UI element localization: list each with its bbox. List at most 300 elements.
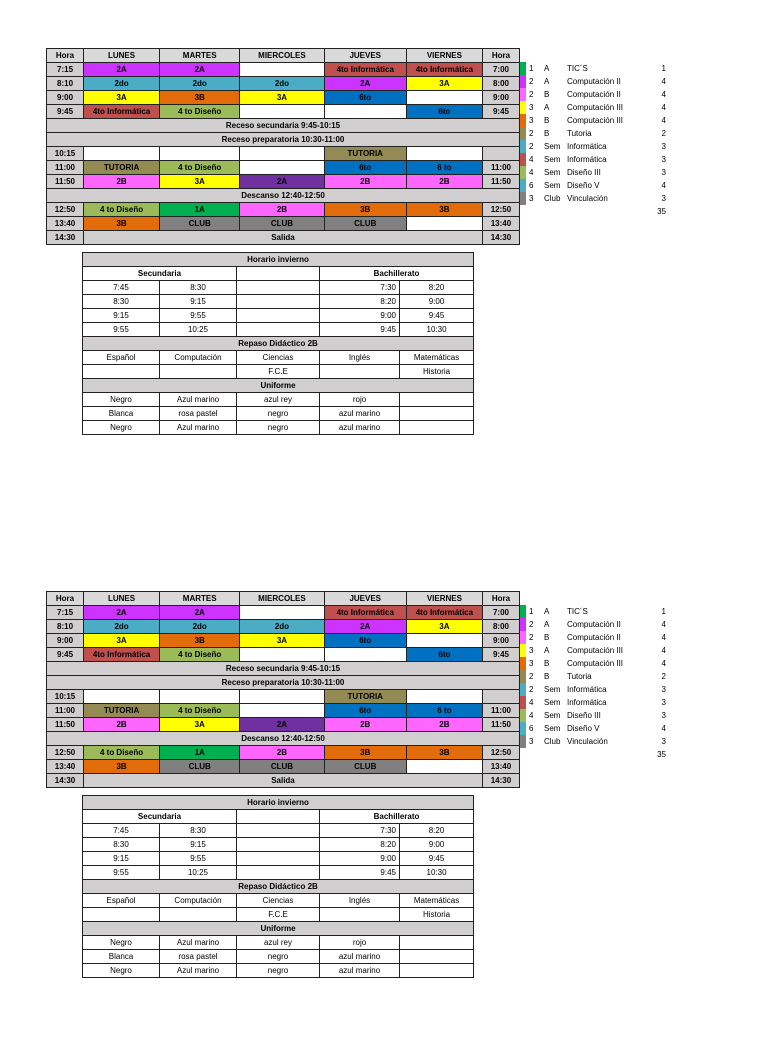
- uniforme-color-cell: Negro: [83, 936, 160, 950]
- repaso-subject-cell: [83, 908, 160, 922]
- winter-time-cell: 8:20: [400, 281, 474, 295]
- repaso-subject-cell: Matemáticas: [400, 894, 474, 908]
- subject-group: B: [544, 128, 550, 138]
- winter-time-cell: 9:55: [83, 866, 160, 880]
- time-cell: 13:40: [482, 760, 519, 774]
- class-cell: [84, 147, 160, 161]
- header-row: [47, 592, 520, 606]
- subject-name: Informática: [567, 154, 607, 164]
- time-cell: 11:00: [482, 161, 519, 175]
- subject-row: [520, 140, 668, 153]
- subject-row: [520, 670, 668, 683]
- subject-level: 4: [529, 167, 534, 177]
- break-banner: Descanso 12:40-12:50: [47, 732, 520, 746]
- time-cell: 9:00: [47, 91, 84, 105]
- spacer: [564, 748, 616, 761]
- subject-name: Computación II: [567, 76, 621, 86]
- subject-level: 4: [529, 710, 534, 720]
- total-row: [520, 748, 668, 761]
- winter-time-cell: 9:00: [400, 295, 474, 309]
- subject-hours: 3: [661, 167, 666, 177]
- schedule-row: [47, 620, 520, 634]
- subject-group: Club: [544, 193, 561, 203]
- winter-time-cell: [237, 852, 320, 866]
- subject-row: [520, 192, 668, 205]
- class-cell: 6to: [324, 91, 406, 105]
- column-header: VIERNES: [406, 49, 482, 63]
- subjects-legend: [520, 605, 668, 761]
- class-cell: [160, 147, 240, 161]
- class-cell: [406, 147, 482, 161]
- subject-level: 2: [529, 141, 534, 151]
- subject-group: A: [544, 606, 550, 616]
- winter-time-cell: [237, 838, 320, 852]
- subject-name: Tutoria: [567, 671, 592, 681]
- subject-level: 2: [529, 671, 534, 681]
- repaso-subject-cell: Español: [83, 894, 160, 908]
- class-cell: [240, 105, 324, 119]
- time-cell: 14:30: [482, 231, 519, 245]
- column-header: Hora: [482, 49, 519, 63]
- time-cell: 13:40: [47, 217, 84, 231]
- subject-hours: 4: [661, 658, 666, 668]
- class-cell: [240, 704, 324, 718]
- subject-level: 2: [529, 76, 534, 86]
- subject-name: Diseño III: [567, 167, 601, 177]
- class-cell: [240, 147, 324, 161]
- uniforme-color-cell: rojo: [320, 936, 400, 950]
- class-cell: [240, 690, 324, 704]
- subject-level: 2: [529, 619, 534, 629]
- subject-group: Sem: [544, 141, 561, 151]
- subject-row: [520, 722, 668, 735]
- subject-hours: 4: [661, 645, 666, 655]
- class-cell: 2A: [84, 606, 160, 620]
- schedule-row: [47, 77, 520, 91]
- time-cell: 11:00: [47, 704, 84, 718]
- subject-level: 3: [529, 736, 534, 746]
- time-cell: 8:10: [47, 620, 84, 634]
- break-banner: Descanso 12:40-12:50: [47, 189, 520, 203]
- winter-time-cell: 9:55: [160, 309, 237, 323]
- uniforme-color-cell: azul marino: [320, 964, 400, 978]
- class-cell: TUTORIA: [324, 147, 406, 161]
- uniforme-color-cell: [400, 407, 474, 421]
- subject-hours: 3: [661, 154, 666, 164]
- time-cell: [482, 147, 519, 161]
- class-cell: 4to Informática: [84, 105, 160, 119]
- subject-group: Club: [544, 736, 561, 746]
- class-cell: [240, 648, 324, 662]
- time-cell: 11:50: [482, 718, 519, 732]
- repaso-title-row: [83, 880, 474, 894]
- class-cell: 6to: [406, 105, 482, 119]
- secundaria-label: Secundaria: [83, 810, 237, 824]
- repaso-subject-cell: Inglés: [320, 894, 400, 908]
- class-cell: 4to Informática: [324, 63, 406, 77]
- time-cell: 12:50: [482, 203, 519, 217]
- subject-name: TIC´S: [567, 606, 588, 616]
- subject-row: [520, 166, 668, 179]
- subject-row: [520, 127, 668, 140]
- time-cell: 9:45: [47, 105, 84, 119]
- subject-name: Computación III: [567, 102, 624, 112]
- winter-time-row: [83, 866, 474, 880]
- winter-time-cell: 9:45: [400, 852, 474, 866]
- subject-row: [520, 101, 668, 114]
- repaso-title-row: [83, 337, 474, 351]
- uniforme-color-cell: azul marino: [320, 950, 400, 964]
- time-cell: 7:00: [482, 63, 519, 77]
- subject-hours: 1: [661, 63, 666, 73]
- uniforme-color-cell: azul marino: [320, 421, 400, 435]
- time-cell: 12:50: [47, 746, 84, 760]
- dismissal-row: [47, 231, 520, 245]
- winter-time-cell: 10:25: [160, 866, 237, 880]
- class-cell: 2A: [240, 175, 324, 189]
- schedule-row: [47, 203, 520, 217]
- class-cell: 3A: [406, 620, 482, 634]
- time-cell: 11:50: [482, 175, 519, 189]
- schedule-row: [47, 147, 520, 161]
- subject-group: Sem: [544, 167, 561, 177]
- class-cell: 2B: [84, 718, 160, 732]
- class-cell: 2B: [324, 175, 406, 189]
- subject-row: [520, 631, 668, 644]
- class-cell: CLUB: [240, 760, 324, 774]
- uniforme-color-cell: Azul marino: [160, 964, 237, 978]
- schedule-row: [47, 606, 520, 620]
- subject-name: Informática: [567, 697, 607, 707]
- repaso-subject-cell: [320, 908, 400, 922]
- class-cell: 3A: [160, 718, 240, 732]
- column-header: VIERNES: [406, 592, 482, 606]
- time-cell: 10:15: [47, 690, 84, 704]
- uniforme-color-cell: rojo: [320, 393, 400, 407]
- class-cell: CLUB: [160, 760, 240, 774]
- class-cell: 3A: [84, 634, 160, 648]
- subjects-legend: [520, 62, 668, 218]
- schedule-row: [47, 760, 520, 774]
- winter-time-cell: 9:55: [83, 323, 160, 337]
- class-cell: 2A: [240, 718, 324, 732]
- column-header: JUEVES: [324, 592, 406, 606]
- subject-level: 3: [529, 658, 534, 668]
- class-cell: 2do: [160, 77, 240, 91]
- time-cell: 8:00: [482, 77, 519, 91]
- class-cell: TUTORIA: [324, 690, 406, 704]
- subject-group: Sem: [544, 723, 561, 733]
- uniforme-title-row: [83, 379, 474, 393]
- subject-group: B: [544, 671, 550, 681]
- subject-group: Sem: [544, 154, 561, 164]
- repaso-subject-cell: [160, 365, 237, 379]
- subject-hours: 2: [661, 671, 666, 681]
- time-cell: [482, 690, 519, 704]
- winter-time-cell: 8:30: [83, 295, 160, 309]
- subject-level: 2: [529, 632, 534, 642]
- uniforme-color-cell: Negro: [83, 393, 160, 407]
- class-cell: 2A: [324, 77, 406, 91]
- uniforme-color-cell: Blanca: [83, 407, 160, 421]
- winter-time-cell: 9:15: [83, 309, 160, 323]
- class-cell: 2A: [84, 63, 160, 77]
- subject-level: 1: [529, 63, 534, 73]
- winter-time-cell: 8:20: [400, 824, 474, 838]
- class-cell: 4to Informática: [324, 606, 406, 620]
- secundaria-label: Secundaria: [83, 267, 237, 281]
- break-banner-row: [47, 676, 520, 690]
- winter-schedule-table: [82, 252, 474, 435]
- class-cell: 3A: [406, 77, 482, 91]
- time-cell: 9:00: [482, 91, 519, 105]
- class-cell: CLUB: [324, 760, 406, 774]
- winter-title: Horario invierno: [83, 796, 474, 810]
- spacer: [526, 205, 541, 218]
- class-cell: 4 to Diseño: [160, 161, 240, 175]
- subject-hours: 3: [661, 697, 666, 707]
- level-header-row: [83, 810, 474, 824]
- time-cell: 11:50: [47, 175, 84, 189]
- uniforme-color-cell: [400, 421, 474, 435]
- winter-time-cell: 9:15: [160, 838, 237, 852]
- dismissal-row: [47, 774, 520, 788]
- repaso-row: [83, 365, 474, 379]
- winter-time-cell: 7:30: [320, 281, 400, 295]
- spacer: [541, 748, 564, 761]
- subject-group: B: [544, 658, 550, 668]
- class-cell: [406, 91, 482, 105]
- class-cell: 6to: [406, 648, 482, 662]
- subject-name: Computación III: [567, 115, 624, 125]
- class-cell: 2do: [240, 620, 324, 634]
- time-cell: 10:15: [47, 147, 84, 161]
- uniforme-color-cell: [400, 950, 474, 964]
- winter-time-row: [83, 295, 474, 309]
- repaso-subject-cell: Ciencias: [237, 894, 320, 908]
- winter-time-row: [83, 281, 474, 295]
- repaso-subject-cell: Historia: [400, 908, 474, 922]
- uniforme-color-cell: azul marino: [320, 407, 400, 421]
- subject-hours: 4: [661, 619, 666, 629]
- column-header: MIERCOLES: [240, 49, 324, 63]
- subject-row: [520, 153, 668, 166]
- winter-time-row: [83, 852, 474, 866]
- repaso-subject-cell: [320, 365, 400, 379]
- class-cell: 3B: [160, 634, 240, 648]
- schedule-row: [47, 746, 520, 760]
- winter-time-cell: 8:20: [320, 295, 400, 309]
- subject-row: [520, 88, 668, 101]
- class-cell: 4to Informática: [406, 606, 482, 620]
- winter-time-row: [83, 824, 474, 838]
- uniforme-color-cell: negro: [237, 964, 320, 978]
- subject-group: B: [544, 115, 550, 125]
- subject-hours: 1: [661, 606, 666, 616]
- repaso-subject-cell: Español: [83, 351, 160, 365]
- subject-name: Computación II: [567, 632, 621, 642]
- winter-title-row: [83, 253, 474, 267]
- time-cell: 9:45: [482, 105, 519, 119]
- class-cell: 2do: [84, 620, 160, 634]
- class-cell: 2B: [406, 718, 482, 732]
- schedule-row: [47, 648, 520, 662]
- winter-time-cell: [237, 323, 320, 337]
- column-header: LUNES: [84, 49, 160, 63]
- uniforme-row: [83, 421, 474, 435]
- winter-time-cell: [237, 309, 320, 323]
- repaso-subject-cell: F.C.E: [237, 365, 320, 379]
- subject-level: 3: [529, 193, 534, 203]
- subject-level: 2: [529, 89, 534, 99]
- time-cell: 7:15: [47, 63, 84, 77]
- spacer: [526, 748, 541, 761]
- winter-time-cell: 7:30: [320, 824, 400, 838]
- subject-hours: 2: [661, 128, 666, 138]
- subject-group: Sem: [544, 697, 561, 707]
- break-banner-row: [47, 189, 520, 203]
- class-cell: [406, 760, 482, 774]
- uniforme-row: [83, 407, 474, 421]
- time-cell: 12:50: [47, 203, 84, 217]
- subject-row: [520, 618, 668, 631]
- class-cell: 3B: [160, 91, 240, 105]
- class-cell: 4 to Diseño: [84, 203, 160, 217]
- subject-name: Computación III: [567, 658, 624, 668]
- time-cell: 11:50: [47, 718, 84, 732]
- subject-name: Tutoria: [567, 128, 592, 138]
- winter-time-cell: 10:25: [160, 323, 237, 337]
- spacer: [237, 267, 320, 281]
- time-cell: 9:45: [47, 648, 84, 662]
- uniforme-color-cell: [400, 964, 474, 978]
- class-cell: [160, 690, 240, 704]
- class-cell: 4 to Diseño: [160, 648, 240, 662]
- class-cell: [240, 161, 324, 175]
- subject-name: Informática: [567, 141, 607, 151]
- time-cell: 11:00: [482, 704, 519, 718]
- winter-time-cell: 8:30: [160, 281, 237, 295]
- bachillerato-label: Bachillerato: [320, 267, 474, 281]
- class-cell: 3B: [84, 760, 160, 774]
- time-cell: 9:45: [482, 648, 519, 662]
- class-cell: CLUB: [160, 217, 240, 231]
- class-cell: 3B: [406, 746, 482, 760]
- uniforme-title-row: [83, 922, 474, 936]
- subject-group: Sem: [544, 710, 561, 720]
- repaso-subject-cell: Inglés: [320, 351, 400, 365]
- subject-level: 3: [529, 102, 534, 112]
- subject-row: [520, 644, 668, 657]
- class-cell: CLUB: [240, 217, 324, 231]
- subject-row: [520, 114, 668, 127]
- bachillerato-label: Bachillerato: [320, 810, 474, 824]
- uniforme-color-cell: azul rey: [237, 936, 320, 950]
- subject-name: Vinculación: [567, 193, 608, 203]
- winter-time-cell: [237, 866, 320, 880]
- subject-hours: 4: [661, 89, 666, 99]
- column-header: MIERCOLES: [240, 592, 324, 606]
- subject-row: [520, 62, 668, 75]
- winter-time-cell: [237, 281, 320, 295]
- subject-group: A: [544, 63, 550, 73]
- winter-time-cell: [237, 824, 320, 838]
- subject-level: 2: [529, 684, 534, 694]
- class-cell: 6to: [324, 704, 406, 718]
- column-header: MARTES: [160, 592, 240, 606]
- winter-time-row: [83, 323, 474, 337]
- subject-name: Diseño V: [567, 180, 600, 190]
- uniforme-row: [83, 964, 474, 978]
- class-cell: 2do: [84, 77, 160, 91]
- class-cell: 3B: [324, 746, 406, 760]
- total-hours: 35: [657, 749, 666, 759]
- schedule-block-2: [0, 591, 768, 1051]
- repaso-subject-cell: F.C.E: [237, 908, 320, 922]
- column-header: LUNES: [84, 592, 160, 606]
- winter-time-cell: 7:45: [83, 824, 160, 838]
- subject-hours: 4: [661, 180, 666, 190]
- winter-time-row: [83, 309, 474, 323]
- weekly-schedule-table: [46, 48, 520, 245]
- uniforme-color-cell: azul rey: [237, 393, 320, 407]
- time-cell: 11:00: [47, 161, 84, 175]
- class-cell: 6to: [324, 161, 406, 175]
- repaso-subject-cell: Historia: [400, 365, 474, 379]
- break-banner: Receso preparatoria 10:30-11:00: [47, 133, 520, 147]
- repaso-row: [83, 908, 474, 922]
- break-banner: Receso preparatoria 10:30-11:00: [47, 676, 520, 690]
- winter-time-cell: 9:55: [160, 852, 237, 866]
- time-cell: 7:00: [482, 606, 519, 620]
- time-cell: 9:00: [47, 634, 84, 648]
- subject-group: A: [544, 645, 550, 655]
- repaso-subject-cell: Computación: [160, 894, 237, 908]
- class-cell: [406, 634, 482, 648]
- subject-name: Computación II: [567, 619, 621, 629]
- column-header: Hora: [47, 592, 84, 606]
- schedule-row: [47, 634, 520, 648]
- subject-level: 6: [529, 180, 534, 190]
- winter-time-cell: 9:15: [83, 852, 160, 866]
- winter-time-cell: 9:00: [320, 309, 400, 323]
- time-cell: 14:30: [482, 774, 519, 788]
- spacer: [564, 205, 616, 218]
- class-cell: 2B: [240, 746, 324, 760]
- weekly-schedule-table: [46, 591, 520, 788]
- subject-group: Sem: [544, 180, 561, 190]
- total-row: [520, 205, 668, 218]
- class-cell: 3B: [324, 203, 406, 217]
- class-cell: 3B: [84, 217, 160, 231]
- subject-hours: 3: [661, 684, 666, 694]
- winter-time-cell: 9:15: [160, 295, 237, 309]
- subject-row: [520, 709, 668, 722]
- repaso-subject-cell: Computación: [160, 351, 237, 365]
- subject-hours: 3: [661, 736, 666, 746]
- class-cell: 2A: [160, 63, 240, 77]
- uniforme-title: Uniforme: [83, 922, 474, 936]
- uniforme-row: [83, 950, 474, 964]
- subject-row: [520, 605, 668, 618]
- column-header: JUEVES: [324, 49, 406, 63]
- subject-row: [520, 179, 668, 192]
- class-cell: 3A: [84, 91, 160, 105]
- subject-hours: 4: [661, 632, 666, 642]
- schedule-row: [47, 175, 520, 189]
- column-header: MARTES: [160, 49, 240, 63]
- dismissal-label: Salida: [84, 774, 483, 788]
